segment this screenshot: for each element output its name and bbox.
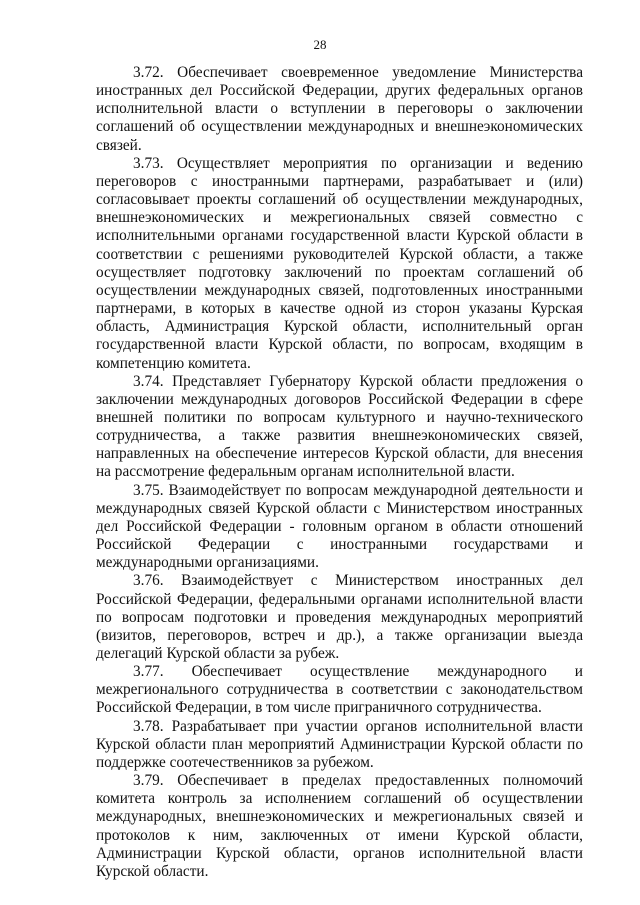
paragraph-3-78: 3.78. Разрабатывает при участии органов исполнительной власти Курской области план мероприятий Администрации Курской области по поддержке соотечественников за рубежом. bbox=[96, 717, 583, 771]
document-body bbox=[96, 64, 583, 881]
paragraph-3-74: 3.74. Представляет Губернатору Курской области предложения о заключении международных договоров Российской Федерации в сфере внешней политики по вопросам культурного и научно-технического сотрудничества, а также развития внешнеэкономических связей, направленных на обеспечение интересов Курской области, для внесения на рассмотрение федеральным органам исполнительной власти. bbox=[96, 372, 583, 481]
page-number: 28 bbox=[313, 37, 327, 52]
paragraph-3-76: 3.76. Взаимодействует с Министерством иностранных дел Российской Федерации, федеральными органами исполнительной власти по вопросам подготовки и проведения международных мероприятий (визитов, переговоров, встреч и др.), а также организации выезда делегаций Курской области за рубеж. bbox=[96, 572, 583, 662]
paragraph-3-79: 3.79. Обеспечивает в пределах предоставленных полномочий комитета контроль за исполнением соглашений об осуществлении международных, внешнеэкономических и межрегиональных связей и протоколов к ним, заключенных от имени Курской области, Администрации Курской области, органов исполнительной власти Курской области. bbox=[96, 772, 583, 880]
paragraph-3-73: 3.73. Осуществляет мероприятия по организации и ведению переговоров с иностранными партнерами, разрабатывает и (или) согласовывает проекты соглашений об осуществлении международных, внешнеэкономических и межрегиональных связей совместно с исполнительными органами государственной власти Курской области в соответствии с решениями руководителей Курской области, а также осуществляет подготовку заключений по проектам соглашений об осуществлении международных связей, подготовленных иностранными партнерами, в которых в качестве одной из сторон указаны Курская область, Администрация Курской области, исполнительный орган государственной власти Курской области, по вопросам, входящим в компетенцию комитета. bbox=[96, 154, 583, 372]
paragraph-3-75: 3.75. Взаимодействует по вопросам международной деятельности и международных связей Курской области с Министерством иностранных дел Российской Федерации - головным органом в области отношений Российской Федерации с иностранными государствами и международными организациями. bbox=[96, 481, 583, 572]
paragraph-3-72: 3.72. Обеспечивает своевременное уведомление Министерства иностранных дел Российской Федерации, других федеральных органов исполнительной власти о вступлении в переговоры о заключении соглашений об осуществлении международных и внешнеэкономических связей. bbox=[96, 64, 583, 154]
paragraph-3-77: 3.77. Обеспечивает осуществление международного и межрегионального сотрудничества в соответствии с законодательством Российской Федерации, в том числе приграничного сотрудничества. bbox=[96, 663, 583, 717]
